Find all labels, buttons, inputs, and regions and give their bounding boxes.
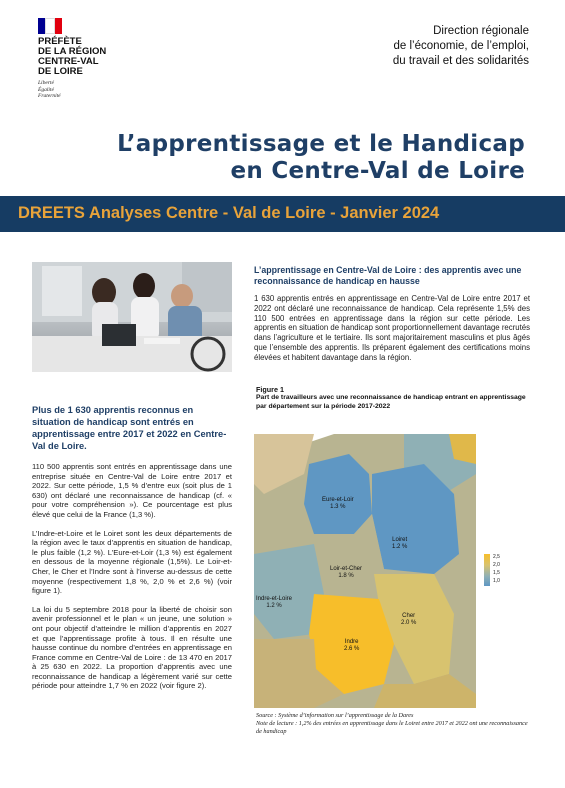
legend-label: 1,0: [493, 578, 500, 584]
left-paragraph-2: L’Indre-et-Loire et le Loiret sont les deux départements de la région avec le taux d’apprentis en situation de handicap, le plus faible (1,2 %). L’Eure-et-Loir (1,3 %) est également en dessous de la moyenne régionale (1,5%). Le Loir-et-Cher, le Cher et l’Indre sont à l’inverse au-dessus de cette moyenne (respectivement 1,8 %, 2,0 % et 2,6 %) (voir figure 1).: [32, 528, 232, 596]
page-title: L’apprentissage et le Handicap en Centre-Val de Loire: [117, 131, 525, 184]
map-label-eure-et-loir: Eure-et-Loir 1.3 %: [322, 497, 354, 510]
legend-color-bar: [484, 554, 490, 586]
flag-icon: [38, 18, 62, 34]
map-label-loiret: Loiret 1.2 %: [392, 537, 408, 550]
prefecture-logo: [38, 18, 128, 100]
direction-name: Direction régionale de l’économie, de l’emploi, du travail et des solidarités: [392, 25, 529, 67]
band-text: DREETS Analyses Centre - Val de Loire - Janvier 2024: [18, 204, 440, 222]
map-label-loir-et-cher: Loir-et-Cher 1.8 %: [330, 566, 363, 579]
left-paragraph-1: 110 500 apprentis sont entrés en apprentissage dans une entreprise située en Centre-Val de Loire entre 2017 et 2022. Sur cette période, 1,5 % d’entre eux (soit plus de 1 630) ont déclaré une reconnaissance de handicap (cf. « pour votre compréhension »). Ce pourcentage est plus élevé que celui de la France (1,3 %).: [32, 462, 232, 519]
left-paragraph-3: La loi du 5 septembre 2018 pour la liberté de choisir son avenir professionnel et le plan « un jeune, une solution » ont pour objectif d’atteindre le million d’apprentis en 2027 et que l’apprentissage profite à tous. Il en résulte une hausse continue du nombre d’entrées en apprentissage en France comme en Centre-Val de Loire : de 13 470 en 2017 à 25 630 en 2022. La proportion d’apprentis avec une reconnaissance de handicap a légèrement varié sur cette période pour atteindre 1,7 % en 2022 (voir figure 2).: [32, 604, 232, 691]
department-map: [254, 434, 476, 708]
legend-label: 2,0: [493, 562, 500, 568]
map-label-cher: Cher 2.0 %: [401, 613, 417, 626]
legend-label: 1,5: [493, 570, 500, 576]
photo-illustration: [32, 262, 232, 372]
figure-label: Figure 1: [256, 385, 284, 394]
map-label-indre: Indre 2.6 %: [344, 639, 360, 652]
right-heading: L’apprentissage en Centre-Val de Loire : des apprentis avec une reconnaissance de handicap en hausse: [254, 265, 522, 286]
map-label-indre-et-loire: Indre-et-Loire 1.2 %: [256, 596, 293, 609]
left-heading: Plus de 1 630 apprentis reconnus en situation de handicap sont entrés en apprentissage entre 2017 et 2022 en Centre-Val de Loire.: [32, 405, 227, 451]
people-at-desk-photo: [32, 262, 232, 372]
map-legend: [484, 554, 524, 588]
flag-stripe-white: [45, 18, 54, 34]
republic-motto: Liberté Égalité Fraternité: [38, 80, 61, 99]
map-shapes: [254, 434, 476, 708]
right-body: 1 630 apprentis entrés en apprentissage en Centre-Val de Loire entre 2017 et 2022 ont déclaré une reconnaissance de handicap. Cela représente 1,5% des 110 500 entrées en apprentissage dans la région sur cette période. Les apprentis en situation de handicap sont proportionnellement davantage recrutés dans l’agriculture et le tertiaire. Ils sont majoritairement masculins et plus âgés que l’ensemble des apprentis. Ils préparent également des certifications moins élevées et habitent davantage dans la région.: [254, 294, 530, 362]
logo-title: PRÉFÈTE DE LA RÉGION CENTRE-VAL DE LOIRE: [38, 36, 107, 77]
figure-caption: Part de travailleurs avec une reconnaissance de handicap entrant en apprentissage par département sur la période 2017-2022: [256, 394, 526, 410]
flag-stripe-red: [55, 18, 62, 34]
publication-band: [0, 196, 565, 232]
flag-stripe-blue: [38, 18, 45, 34]
left-body: [32, 462, 232, 700]
figure-source: Source : Système d’information sur l’apprentissage de la Dares Note de lecture : 1,2% des entrées en apprentissage dans le Loiret entre 2017 et 2022 ont une reconnaissance de handicap: [256, 712, 528, 735]
legend-label: 2,5: [493, 554, 500, 560]
